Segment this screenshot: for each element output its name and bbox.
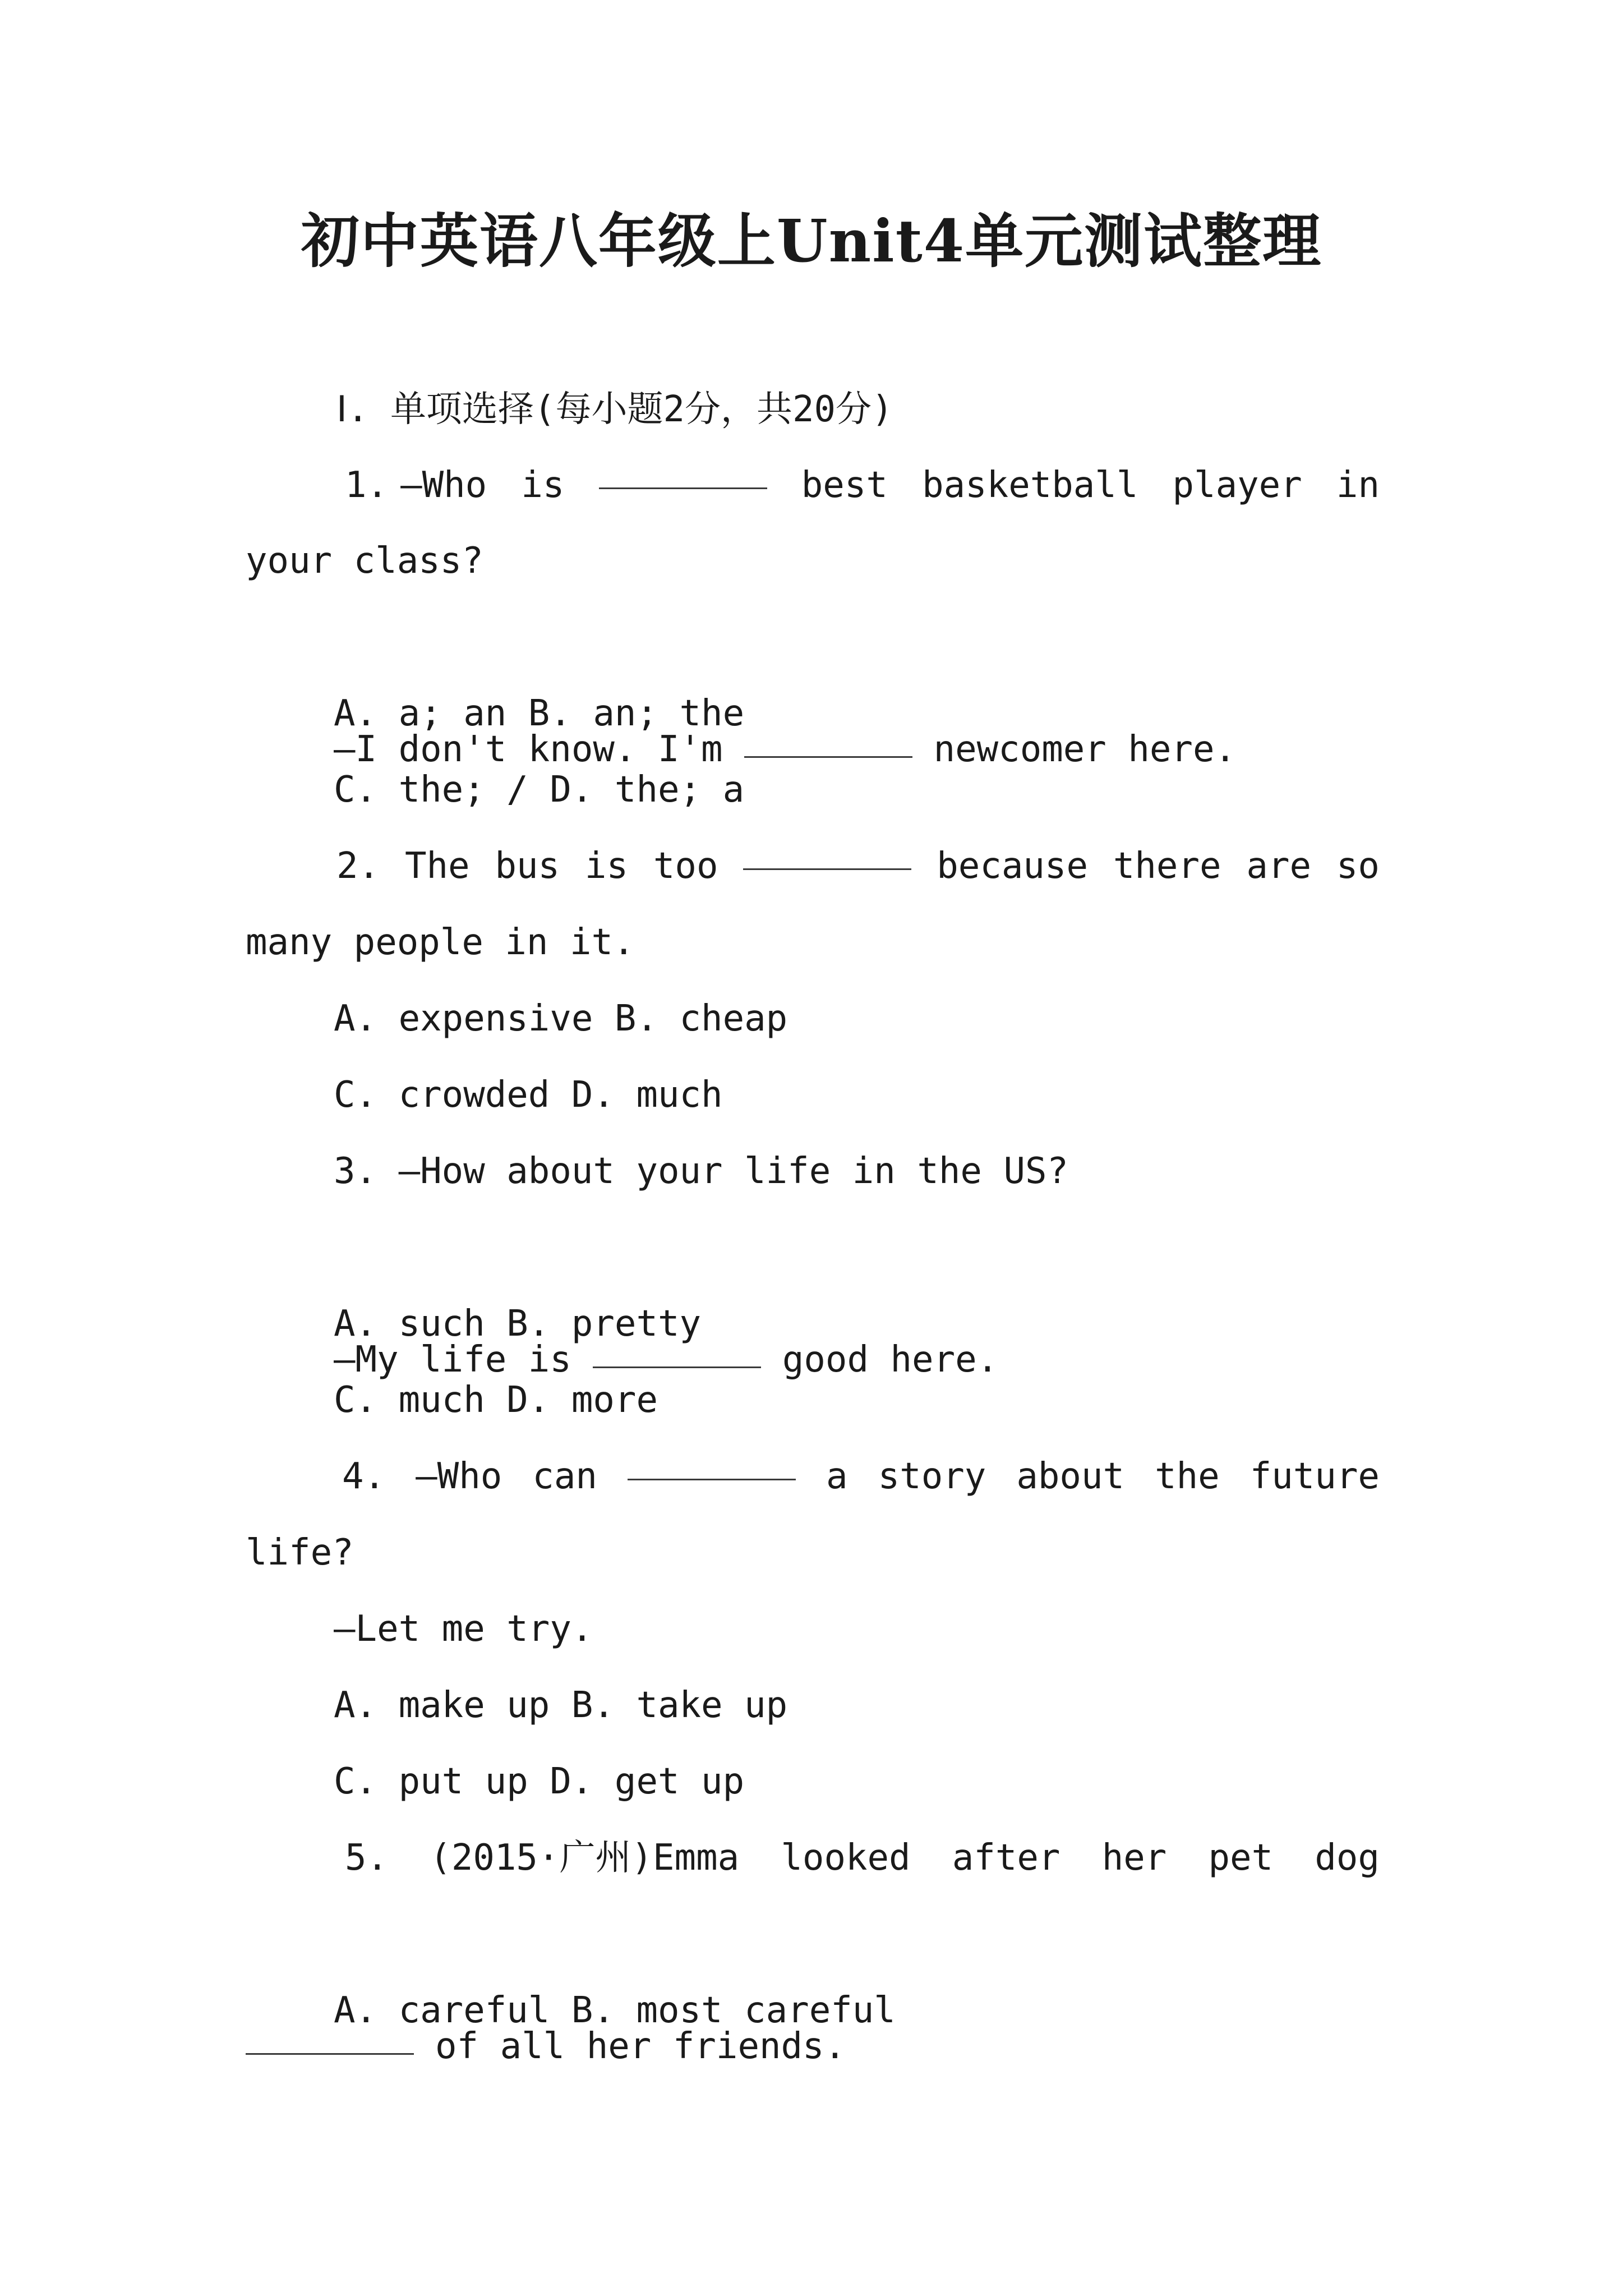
q5-word: after [952, 1837, 1061, 1879]
question-4-line-1 [342, 1448, 1380, 1504]
q1-word: player [1172, 464, 1302, 506]
q1-text: newcomer here. [933, 729, 1236, 770]
q2-word: there [1113, 845, 1221, 887]
question-4-line-3: —Let me try. [334, 1608, 593, 1650]
q2-word: too [653, 845, 718, 887]
question-5-options-ab: A. careful B. most careful [334, 1990, 896, 2031]
q1-text: —I don't know. I'm [334, 729, 723, 770]
question-2-options-cd: C. crowded D. much [334, 1074, 723, 1116]
question-number: 4. [342, 1456, 386, 1497]
question-4-options-ab: A. make up B. take up [334, 1685, 788, 1726]
q2-word: bus [495, 845, 560, 887]
q1-word: basketball [922, 464, 1138, 506]
q2-word: because [937, 845, 1088, 887]
question-3-options-cd: C. much D. more [334, 1379, 658, 1421]
q5-word: (2015·广州)Emma [430, 1837, 740, 1879]
q2-word: so [1336, 845, 1380, 887]
q1-word: is [521, 464, 565, 506]
q4-word: about [1016, 1456, 1124, 1497]
q1-word: best [801, 464, 888, 506]
q4-word: a [826, 1456, 848, 1497]
q4-word: the [1155, 1456, 1220, 1497]
question-2-line-1 [336, 838, 1380, 894]
q3-text: good here. [782, 1339, 999, 1381]
question-4-options-cd: C. put up D. get up [334, 1761, 745, 1802]
q5-word: pet [1208, 1837, 1274, 1879]
answer-blank [599, 454, 767, 489]
q1-word: in [1336, 464, 1380, 506]
page-title: 初中英语八年级上Unit4单元测试整理 [301, 206, 1322, 275]
section-heading: Ⅰ. 单项选择(每小题2分，共20分) [336, 389, 893, 430]
question-1-line-2: your class? [246, 540, 483, 582]
q4-word: story [878, 1456, 986, 1497]
q3-text: —My life is [334, 1339, 571, 1381]
q2-word: The [404, 845, 470, 887]
question-number: 1. [345, 464, 389, 506]
question-1-options-cd: C. the; / D. the; a [334, 769, 745, 811]
answer-blank [628, 1445, 796, 1480]
q4-word: future [1249, 1456, 1380, 1497]
q4-word: can [532, 1456, 597, 1497]
q4-word: —Who [416, 1456, 502, 1497]
q1-word: —Who [400, 464, 487, 506]
q5-word: looked [781, 1837, 911, 1879]
q2-word: are [1246, 845, 1311, 887]
q5-text: of all her friends. [435, 2026, 846, 2067]
question-number: 2. [336, 845, 380, 887]
q5-word: her [1101, 1837, 1167, 1879]
question-1-options-ab: A. a; an B. an; the [334, 693, 745, 734]
question-3-line-1: 3. —How about your life in the US? [334, 1151, 1069, 1192]
question-2-line-2: many people in it. [246, 922, 635, 963]
question-5-line-1 [345, 1830, 1380, 1886]
question-4-line-2: life? [246, 1532, 354, 1573]
question-1-line-1 [345, 457, 1380, 513]
question-3-options-ab: A. such B. pretty [334, 1303, 702, 1345]
q5-word: dog [1315, 1837, 1380, 1879]
question-number: 5. [345, 1837, 389, 1879]
answer-blank [743, 835, 911, 870]
question-2-options-ab: A. expensive B. cheap [334, 998, 788, 1039]
answer-blank [744, 723, 912, 758]
q2-word: is [584, 845, 628, 887]
